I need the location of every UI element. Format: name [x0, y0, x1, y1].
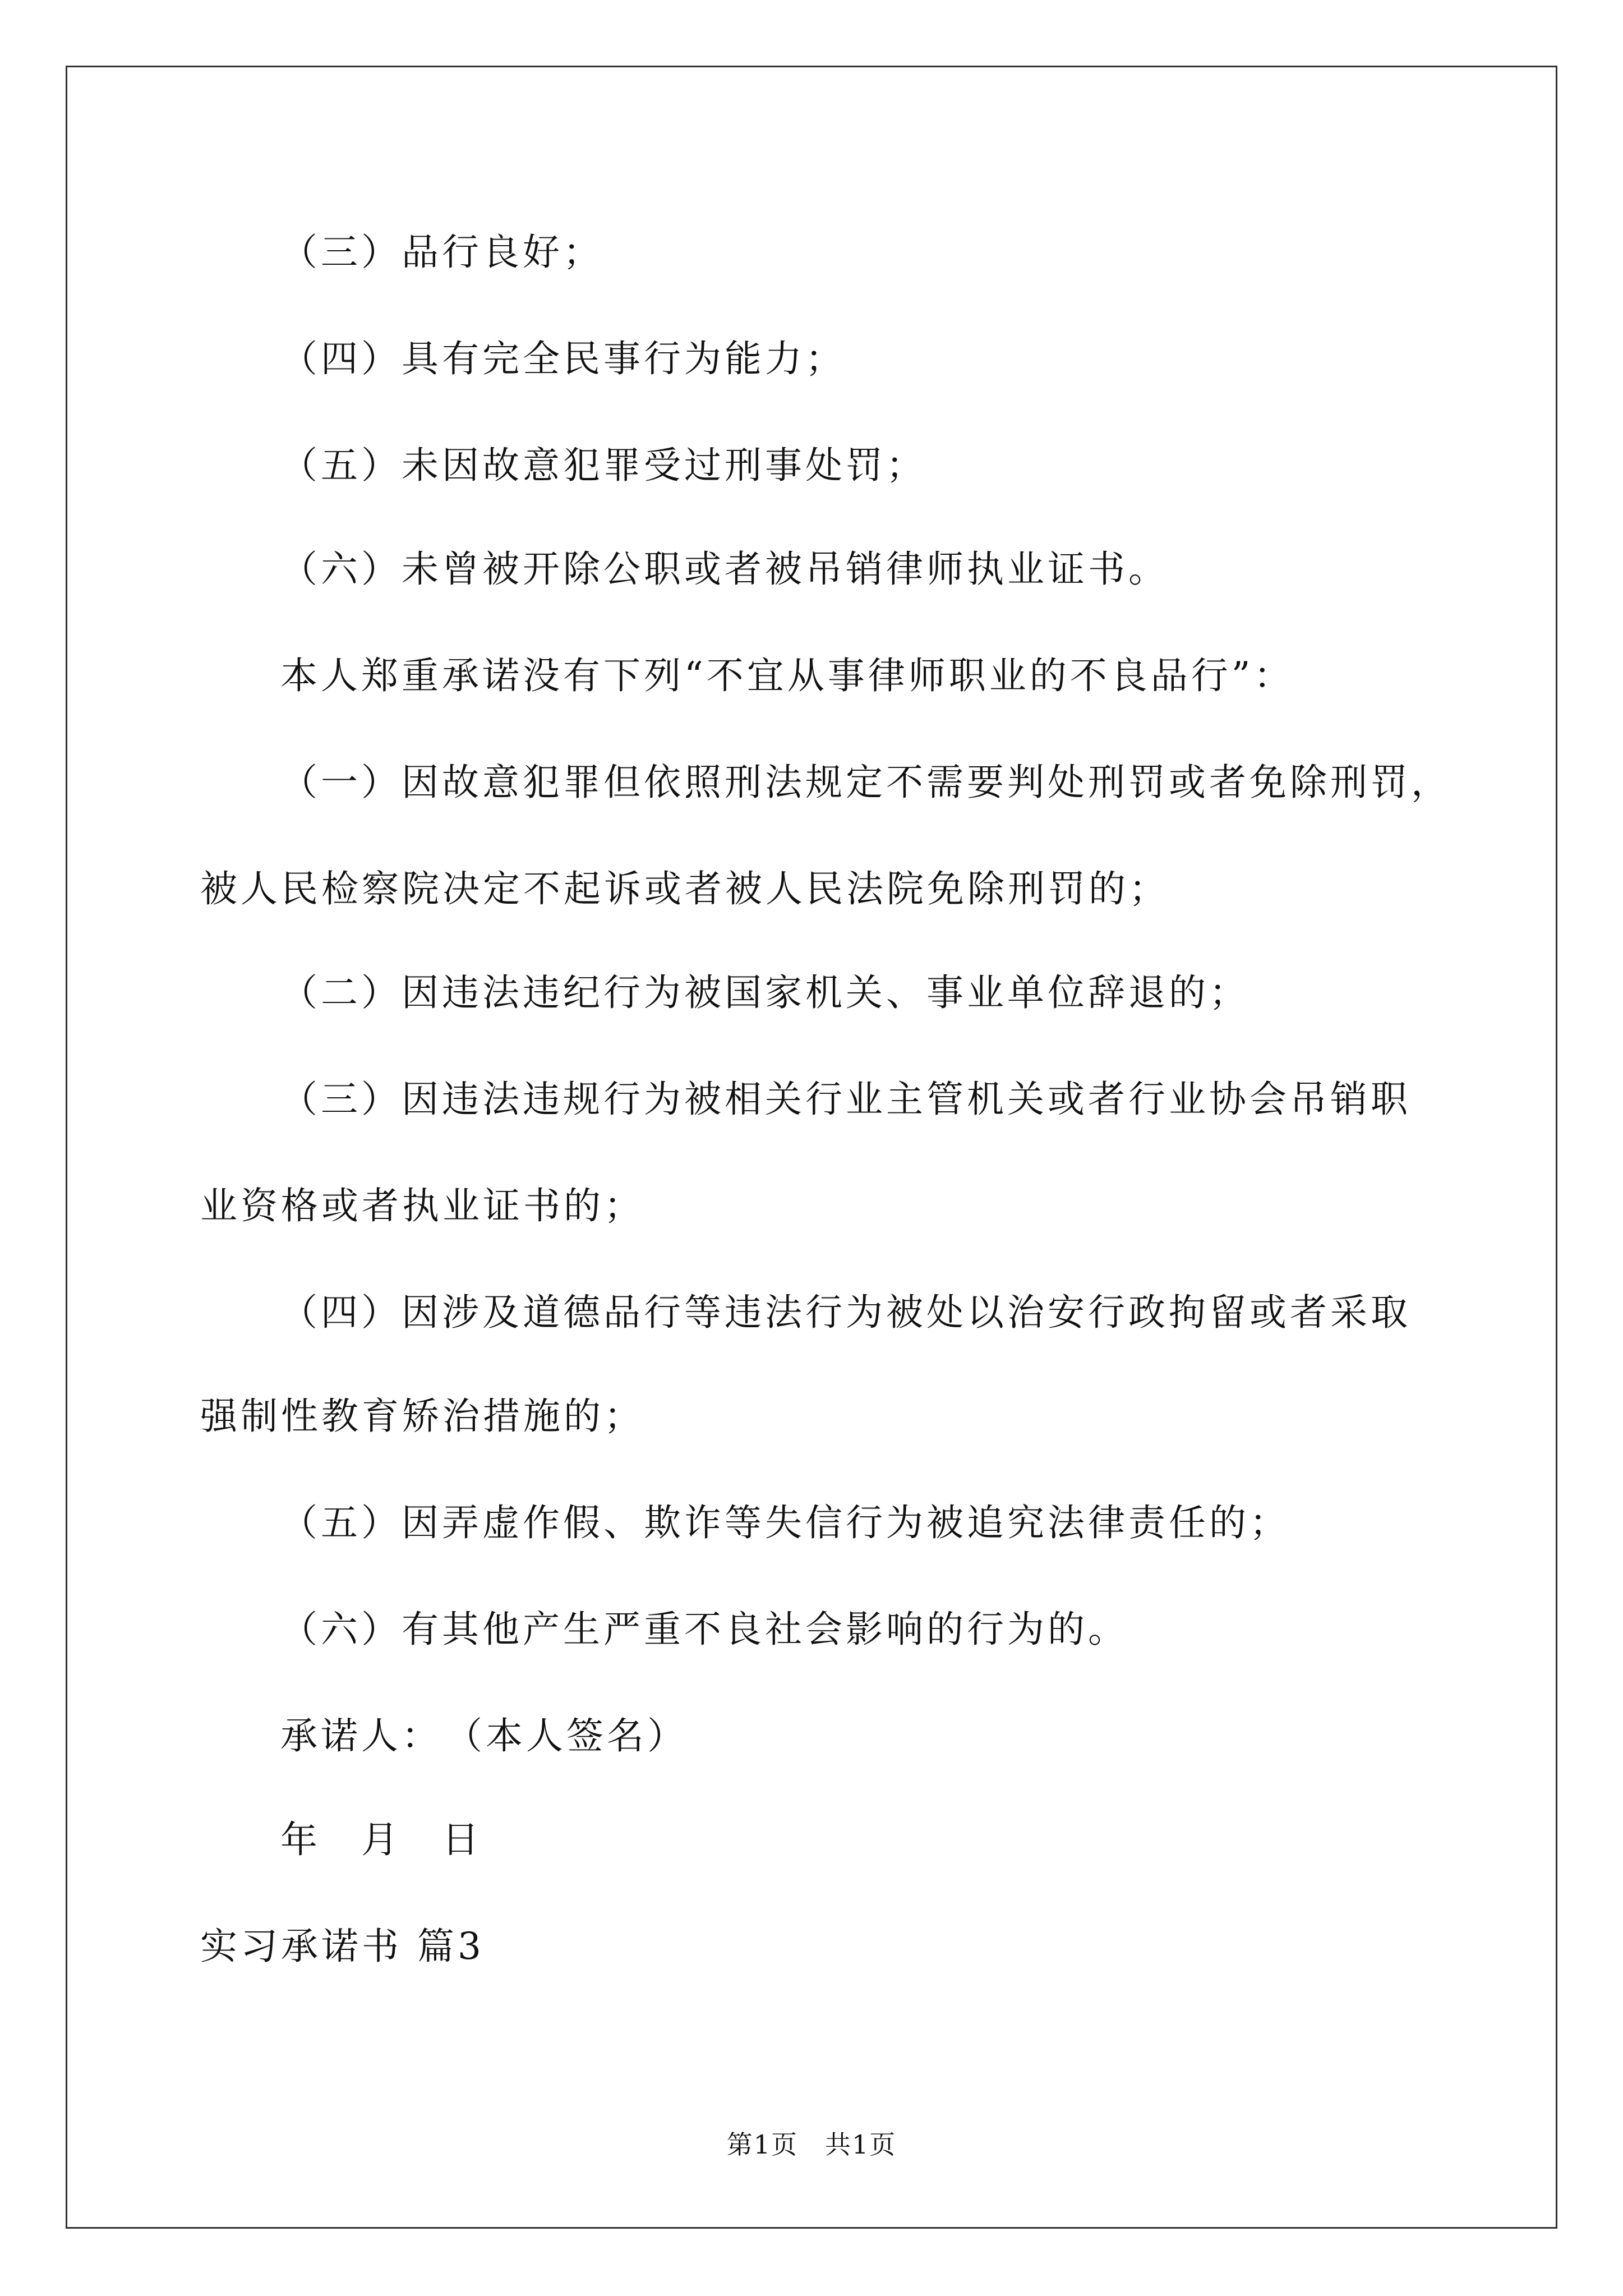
paragraph-line: （一）因故意犯罪但依照刑法规定不需要判处刑罚或者免除刑罚， — [280, 761, 1451, 804]
section-heading: 实习承诺书 篇3 — [200, 1925, 485, 1968]
paragraph-line: （二）因违法违纪行为被国家机关、事业单位辞退的； — [280, 971, 1249, 1014]
paragraph-line: （四）具有完全民事行为能力； — [280, 337, 846, 380]
paragraph-line: （五）未因故意犯罪受过刑事处罚； — [280, 444, 926, 487]
page-border — [66, 66, 1557, 2229]
signature-line: 承诺人： （本人签名） — [280, 1714, 688, 1757]
paragraph-line: （三）因违法违规行为被相关行业主管机关或者行业协会吊销职 — [280, 1078, 1411, 1121]
paragraph-line: （六）有其他产生严重不良社会影响的行为的。 — [280, 1608, 1128, 1651]
paragraph-line: （六）未曾被开除公职或者被吊销律师执业证书。 — [280, 547, 1169, 591]
paragraph-line: 强制性教育矫治措施的； — [200, 1395, 644, 1438]
paragraph-line: （五）因弄虚作假、欺诈等失信行为被追究法律责任的； — [280, 1501, 1290, 1544]
paragraph-line: （三）品行良好； — [280, 231, 603, 274]
paragraph-line: 被人民检察院决定不起诉或者被人民法院免除刑罚的； — [200, 867, 1169, 910]
paragraph-line: 业资格或者执业证书的； — [200, 1184, 644, 1227]
paragraph-line: 本人郑重承诺没有下列“不宜从事律师职业的不良品行”： — [280, 654, 1294, 697]
paragraph-line: （四）因涉及道德品行等违法行为被处以治安行政拘留或者采取 — [280, 1291, 1411, 1334]
date-line: 年 月 日 — [280, 1818, 482, 1861]
page-footer: 第1页 共1页 — [726, 2129, 897, 2160]
